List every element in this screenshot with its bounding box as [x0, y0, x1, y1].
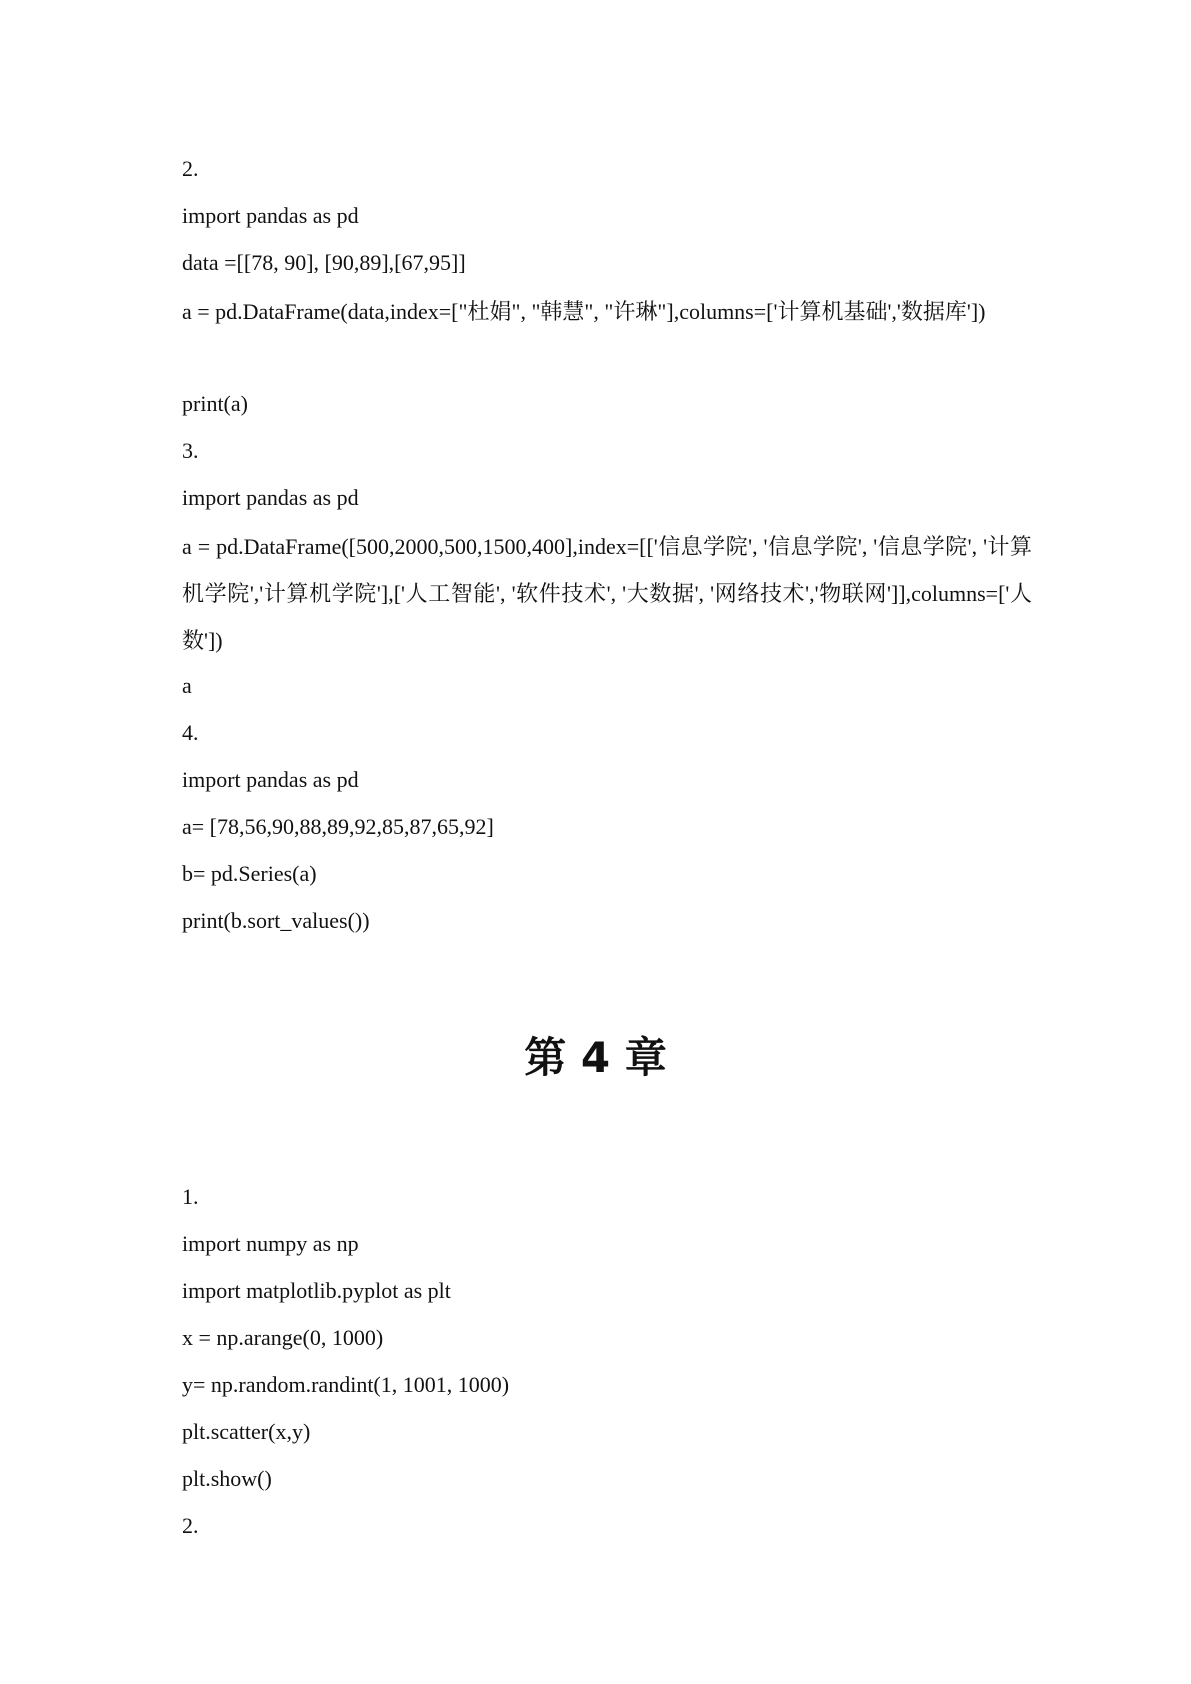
code-line: import pandas as pd	[182, 485, 359, 510]
code-line: a = pd.DataFrame(data,index=["杜娟", "韩慧", "许琳"],columns=['计算机基础','数据库'])	[182, 299, 986, 324]
code-line: import pandas as pd	[182, 203, 359, 228]
question-number: 1.	[182, 1184, 199, 1209]
question-number: 2.	[182, 1513, 199, 1538]
code-line: y= np.random.randint(1, 1001, 1000)	[182, 1372, 510, 1397]
question-number: 4.	[182, 720, 199, 745]
chapter-heading: 第 4 章	[524, 1033, 667, 1082]
code-line: print(b.sort_values())	[182, 908, 370, 933]
code-line: a	[182, 673, 192, 698]
code-line: b= pd.Series(a)	[182, 861, 317, 886]
code-line: print(a)	[182, 391, 248, 416]
question-number: 2.	[182, 156, 199, 181]
code-line: import numpy as np	[182, 1231, 359, 1256]
code-line: data =[[78, 90], [90,89],[67,95]]	[182, 250, 466, 275]
code-line: plt.show()	[182, 1466, 272, 1491]
code-line: a= [78,56,90,88,89,92,85,87,65,92]	[182, 814, 494, 839]
code-line: plt.scatter(x,y)	[182, 1419, 311, 1444]
question-number: 3.	[182, 438, 199, 463]
code-line: import pandas as pd	[182, 767, 359, 792]
code-line: import matplotlib.pyplot as plt	[182, 1278, 451, 1303]
code-line: a = pd.DataFrame([500,2000,500,1500,400],index=[['信息学院', '信息学院', '信息学院', '计算机学院','计算机学院'],['人工智能', '软件技术', '大数据', '网络技术','物联网']],columns=['人数'])	[182, 534, 1032, 653]
code-line: x = np.arange(0, 1000)	[182, 1325, 384, 1350]
